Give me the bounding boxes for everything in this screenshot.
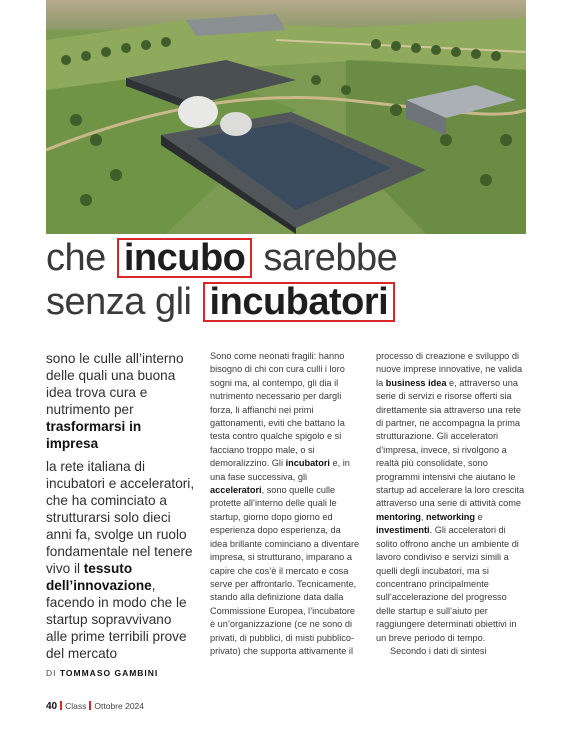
body-paragraph: Secondo i dati di sintesi [390,645,487,656]
body-bold: business idea [385,377,447,388]
intro-bold: trasformarsi in impresa [46,419,142,451]
body-text: , sono quelle culle protette all’interno delle quali le startup, giorno dopo giorno ed esperienza dopo esperienza, da idea brillante cominciano a diventare impresa, si strutturano, imparano a capire che cos’è il mercato e cosa serve per affrontarlo. Tecnicamente, stando alla definizione data dalla Commissione Europea, l’incubatore è un’organizzazione (ce ne sono di privati, di pubblici, di misti pubblico-privato) che supporta attivamente il [210,485,360,656]
intro-text: , facendo in modo che le startup sopravvivano alle prime terribili prove del mercato [46,578,187,661]
intro-paragraph [46,350,196,452]
body-text: , [420,511,427,522]
body-bold: investimenti [376,525,430,536]
body-text: e [475,511,483,522]
intro-text: la rete italiana di incubatori e acceleratori, che ha cominciato a strutturarsi solo dieci anni fa, svolge un ruolo fondamentale nel tenere vivo il [46,459,195,576]
body-paragraph [376,350,528,645]
body-text: Sono come neonati fragili: hanno bisogno di chi con cura culli i loro sogni ma, al contempo, gli dia il nutrimento necessario per dargli forza, li affianchi nei primi gattonamenti, eviti che battano la testa contro qualche spigolo e si facciano troppo male, o si demoralizzino. Gli [210,351,345,469]
headline-text: che [46,237,116,279]
divider [89,701,91,710]
issue-date: Ottobre 2024 [94,701,145,711]
magazine-name: Class [65,701,87,711]
body-bold: mentoring [376,511,421,522]
headline-line-1 [46,236,546,280]
body-bold: incubatori [285,458,330,469]
body-text: e, attraverso una serie di servizi e risorse offerti sia direttamente sia attraverso una rete di partner, ne accompagna la prima strutturazione. Gli acceleratori d’impresa, invece, si rivolgono a realtà più consolidate, sono programmi intensivi che aiutano le startup ad accelerare la loro crescita attraverso una serie di attività come [376,377,525,509]
byline-author: TOMMASO GAMBINI [59,668,159,678]
headline-boxed-word: incubatori [203,282,396,322]
divider [60,701,62,710]
headline-boxed-word: incubo [117,238,253,278]
byline-prefix: DI [46,668,60,678]
body-text: . Gli acceleratori di solito offrono anche un ambiente di lavoro condiviso e servizi simili a quelli degli incubatori, ma si concentrano principalmente sull’accelerazione del progresso delle startup e sull’aiuto per raggiungere determinati obiettivi in un breve periodo di tempo. [376,525,519,643]
body-column-1 [210,350,360,658]
page-number: 40 [46,701,58,712]
intro-text: sono le culle all’interno delle quali una buona idea trova cura e nutrimento per [46,351,184,417]
intro-bold: tessuto dell’innovazione [46,561,152,593]
headline [46,236,546,324]
intro-column [46,350,196,668]
headline-line-2 [46,280,546,324]
headline-text: sarebbe [253,237,398,279]
page-footer [46,701,144,712]
headline-text: senza gli [46,281,202,323]
aerial-campus-photo [46,0,526,234]
body-bold: networking [426,511,476,522]
body-text: processo di creazione e sviluppo di nuove imprese innovative, ne valida la [376,351,523,388]
byline [46,668,158,678]
body-column-2 [376,350,528,658]
body-text: e, in una fase successiva, gli [210,458,350,482]
body-bold: acceleratori [210,485,262,496]
body-paragraph [210,350,360,658]
intro-paragraph [46,458,196,662]
